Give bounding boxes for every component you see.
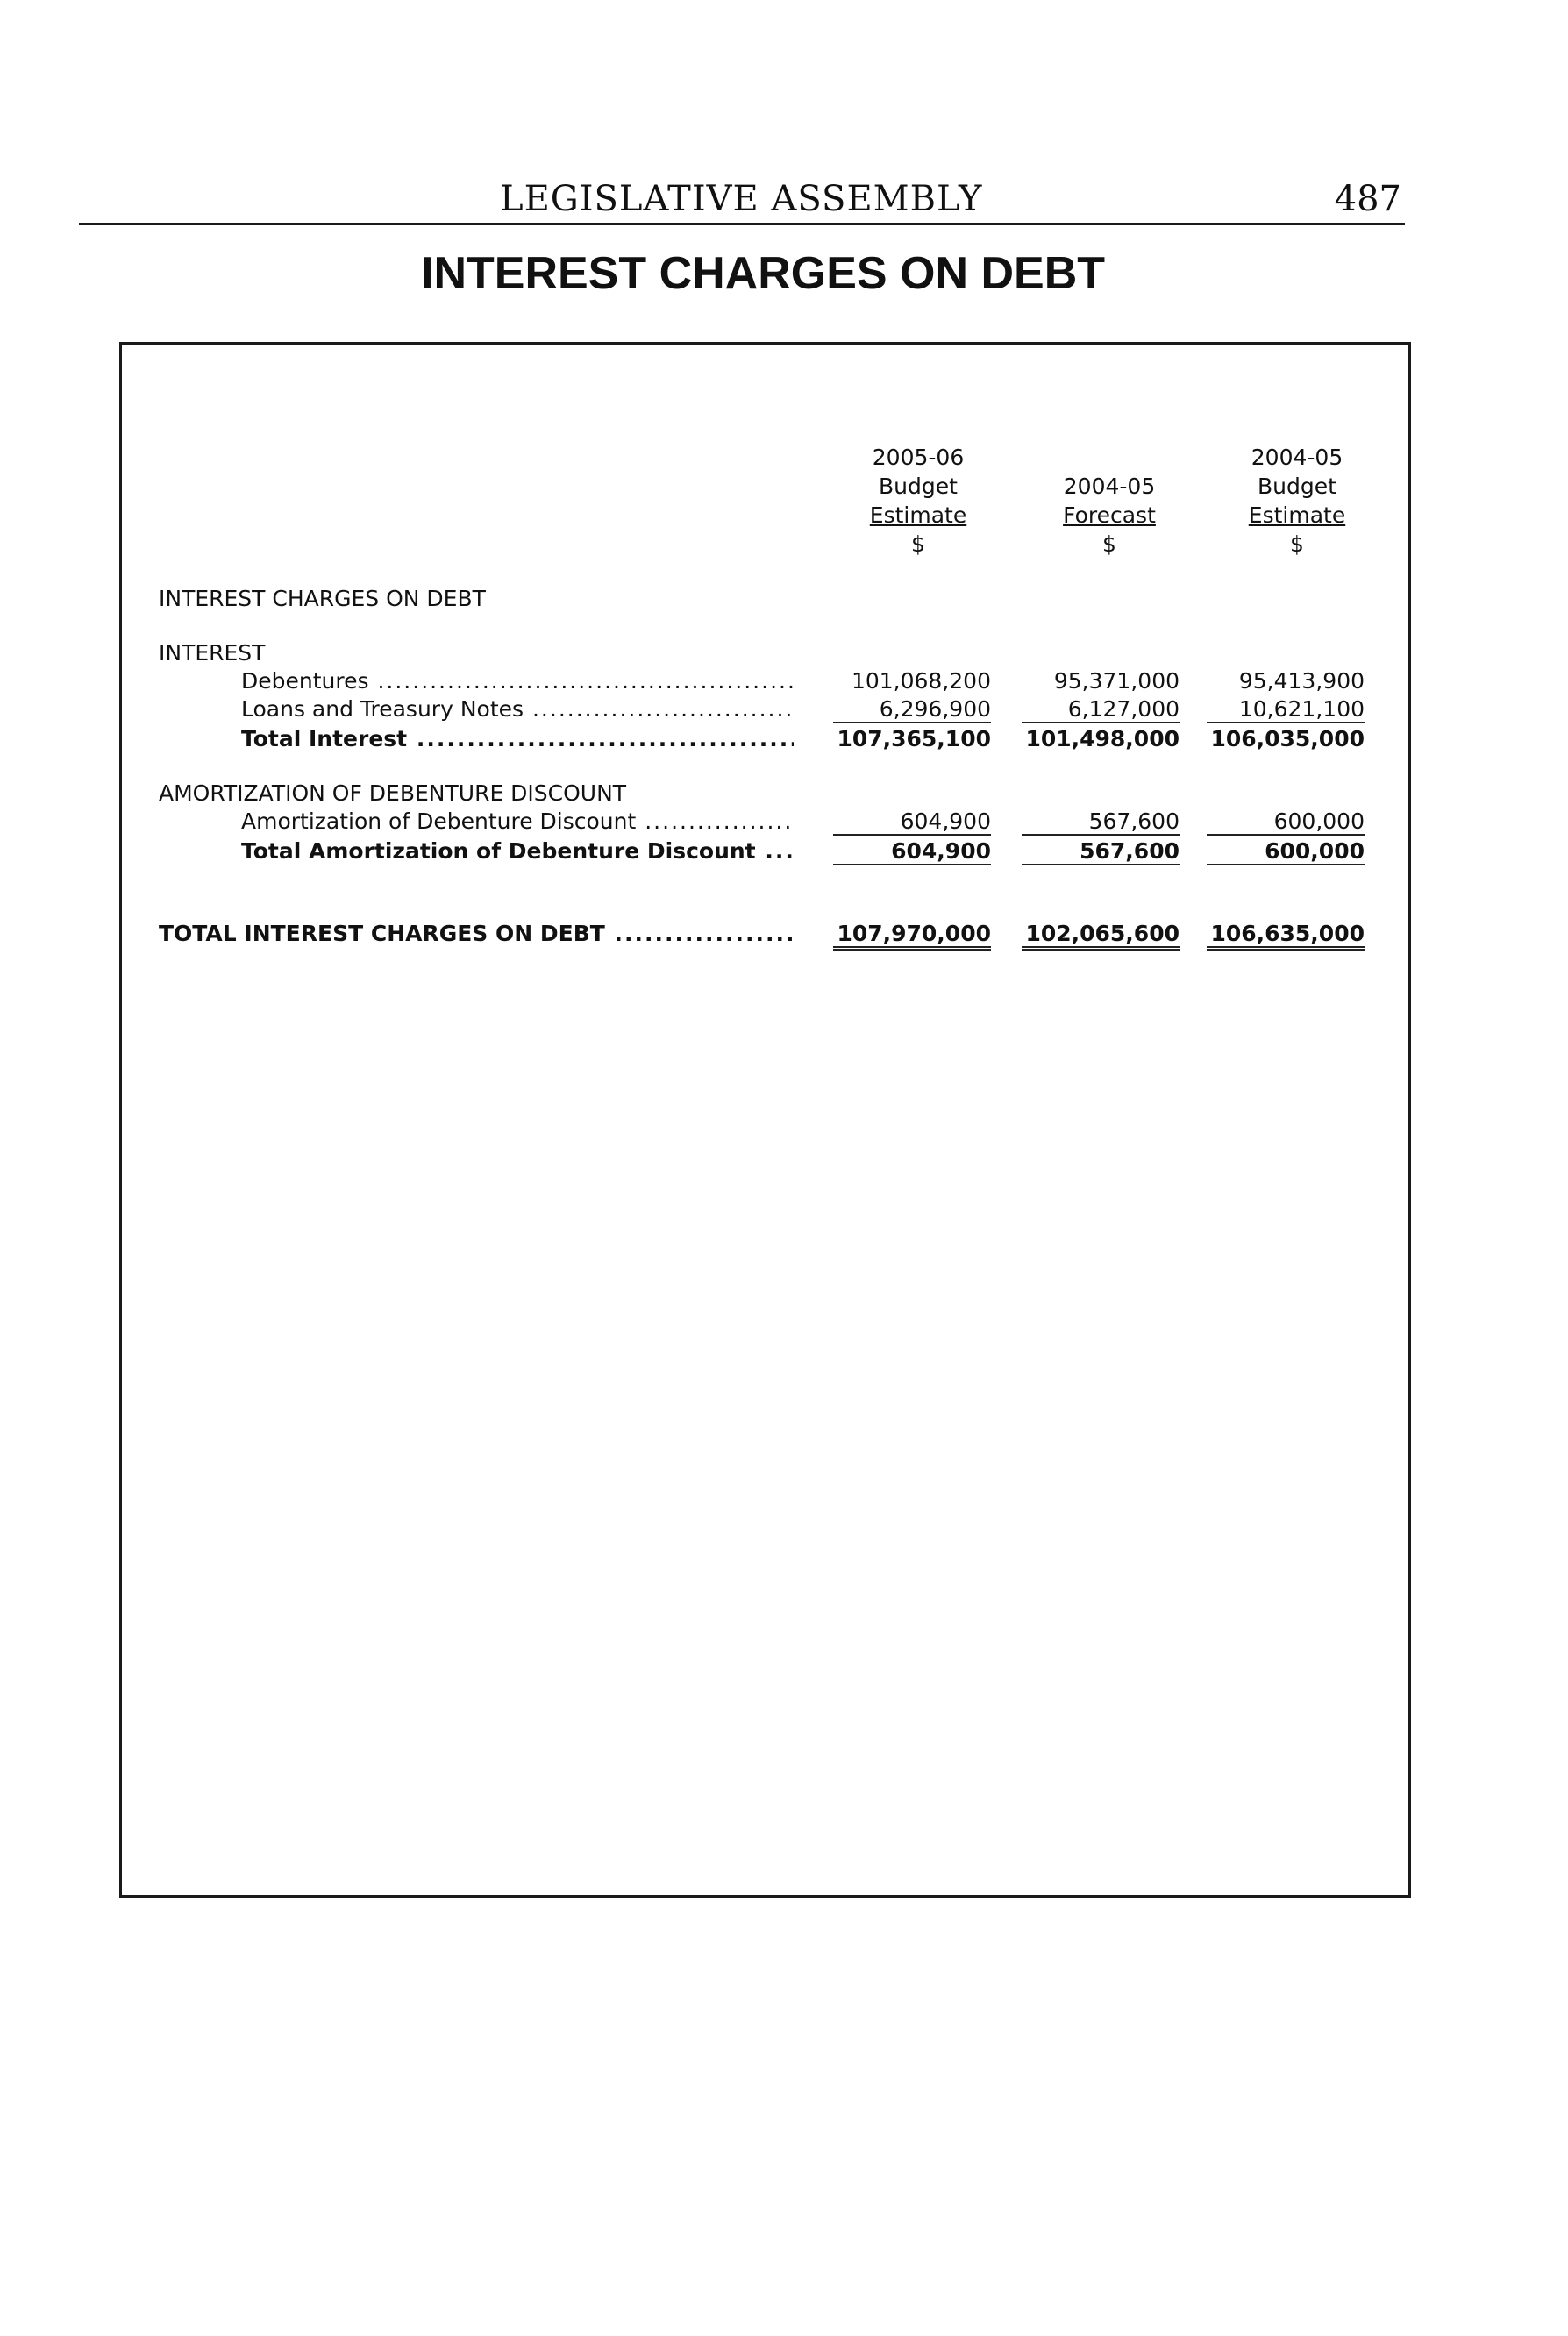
- amortization-heading: AMORTIZATION OF DEBENTURE DISCOUNT: [159, 780, 627, 806]
- column-header-budget-estimate-2004-05: [1214, 443, 1380, 559]
- running-head: [79, 172, 1405, 225]
- column-header-line2: Budget: [879, 474, 958, 499]
- column-header-budget-estimate-2005-06: [835, 443, 1001, 559]
- row-label-amortization: Amortization of Debenture Discount .....: [241, 808, 794, 834]
- row-label-total-amortization: Total Amortization of Debenture Discount .....: [241, 838, 794, 864]
- cell-total-amortization-2005-06: 604,900: [833, 838, 991, 865]
- running-title: LEGISLATIVE ASSEMBLY: [500, 179, 983, 219]
- interest-heading: INTEREST: [159, 640, 266, 666]
- cell-debentures-forecast: 95,371,000: [1053, 668, 1180, 694]
- cell-amortization-2005-06: 604,900: [833, 808, 991, 836]
- column-header-line2: Budget: [1258, 474, 1336, 499]
- cell-grand-total-forecast: 102,065,600: [1022, 921, 1180, 951]
- cell-grand-total-2004-05: 106,635,000: [1207, 921, 1365, 951]
- column-header-line2: 2004-05: [1063, 474, 1156, 499]
- cell-total-amortization-2004-05: 600,000: [1207, 838, 1365, 865]
- row-label-grand-total: TOTAL INTEREST CHARGES ON DEBT .....: [159, 921, 794, 946]
- column-header-unit: $: [911, 531, 925, 557]
- column-header-unit: $: [1102, 531, 1116, 557]
- column-header-line1: 2005-06: [872, 445, 965, 470]
- cell-total-interest-2005-06: 107,365,100: [837, 726, 991, 751]
- statement-frame: [119, 342, 1411, 1898]
- column-header-line3: Estimate: [1248, 502, 1346, 528]
- row-label-debentures: Debentures .....: [241, 668, 794, 694]
- cell-amortization-2004-05: 600,000: [1207, 808, 1365, 836]
- cell-total-interest-2004-05: 106,035,000: [1210, 726, 1365, 751]
- cell-debentures-2004-05: 95,413,900: [1238, 668, 1365, 694]
- cell-loans-2005-06: 6,296,900: [833, 696, 991, 723]
- cell-total-amortization-forecast: 567,600: [1022, 838, 1180, 865]
- row-label-loans-treasury-notes: Loans and Treasury Notes .....: [241, 696, 794, 722]
- column-header-line3: Forecast: [1063, 502, 1156, 528]
- column-header-forecast-2004-05: [1026, 443, 1193, 559]
- cell-total-interest-forecast: 101,498,000: [1025, 726, 1180, 751]
- cell-loans-forecast: 6,127,000: [1022, 696, 1180, 723]
- page-number: 487: [1334, 179, 1401, 219]
- cell-grand-total-2005-06: 107,970,000: [833, 921, 991, 951]
- cell-loans-2004-05: 10,621,100: [1207, 696, 1365, 723]
- column-header-line3: Estimate: [869, 502, 967, 528]
- cell-debentures-2005-06: 101,068,200: [851, 668, 991, 694]
- column-header-line1: 2004-05: [1251, 445, 1343, 470]
- cell-amortization-forecast: 567,600: [1022, 808, 1180, 836]
- column-header-line1: [1026, 443, 1193, 472]
- section-heading: INTEREST CHARGES ON DEBT: [159, 586, 486, 611]
- column-header-unit: $: [1290, 531, 1304, 557]
- page-title: INTEREST CHARGES ON DEBT: [421, 248, 1106, 299]
- row-label-total-interest: Total Interest .....: [241, 726, 794, 751]
